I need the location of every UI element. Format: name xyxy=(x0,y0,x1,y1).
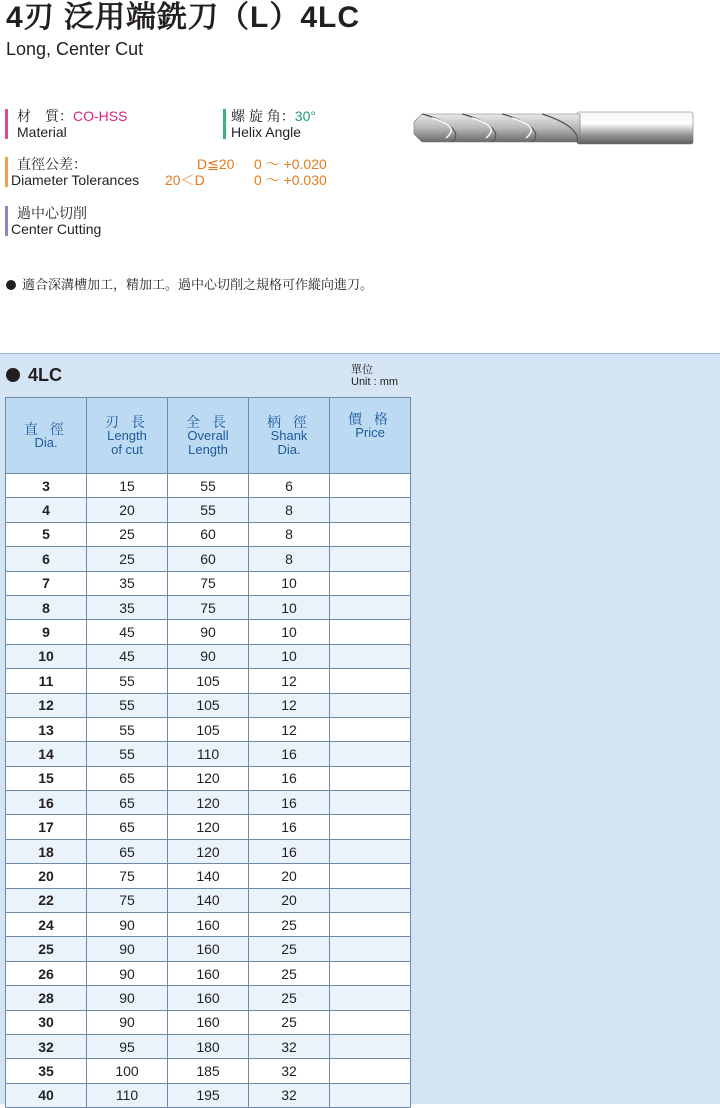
cell-diameter: 32 xyxy=(6,1034,87,1058)
cell-diameter: 8 xyxy=(6,595,87,619)
cell-price xyxy=(330,474,411,498)
cell-price xyxy=(330,815,411,839)
cell-diameter: 11 xyxy=(6,669,87,693)
table-row xyxy=(6,522,411,546)
cell-shank-dia: 32 xyxy=(249,1083,330,1107)
cell-diameter: 13 xyxy=(6,717,87,741)
helix-label-en: Helix Angle xyxy=(231,124,302,140)
cell-price xyxy=(330,644,411,668)
cell-length-of-cut: 25 xyxy=(87,547,168,571)
cell-price xyxy=(330,961,411,985)
cell-diameter: 4 xyxy=(6,498,87,522)
cell-length-of-cut: 90 xyxy=(87,961,168,985)
unit-label-zh: 單位 xyxy=(351,364,373,376)
table-row xyxy=(6,595,411,619)
spec-helix-angle xyxy=(223,108,403,140)
cell-overall-length: 105 xyxy=(168,717,249,741)
table-row xyxy=(6,644,411,668)
tolerance-range-1: 0 ～ +0.020 xyxy=(254,156,327,172)
header-shank-dia: 柄 徑 Shank Dia. xyxy=(249,398,330,474)
cell-length-of-cut: 65 xyxy=(87,815,168,839)
table-header-row xyxy=(6,398,411,474)
helix-value: 30° xyxy=(294,108,316,124)
cell-diameter: 30 xyxy=(6,1010,87,1034)
bullet-icon xyxy=(6,368,20,382)
table-row xyxy=(6,474,411,498)
table-row xyxy=(6,937,411,961)
cell-price xyxy=(330,791,411,815)
cell-length-of-cut: 65 xyxy=(87,766,168,790)
spec-center-cutting xyxy=(5,205,205,237)
header-length-of-cut: 刃 長 Length of cut xyxy=(87,398,168,474)
cell-overall-length: 120 xyxy=(168,766,249,790)
cell-diameter: 20 xyxy=(6,864,87,888)
table-row xyxy=(6,1083,411,1107)
cell-length-of-cut: 65 xyxy=(87,791,168,815)
material-value: CO-HSS xyxy=(73,108,128,124)
cell-diameter: 14 xyxy=(6,742,87,766)
table-row xyxy=(6,986,411,1010)
cell-price xyxy=(330,620,411,644)
page-subtitle: Long, Center Cut xyxy=(6,39,144,59)
cell-overall-length: 75 xyxy=(168,571,249,595)
cell-shank-dia: 10 xyxy=(249,595,330,619)
table-row xyxy=(6,498,411,522)
cell-length-of-cut: 90 xyxy=(87,986,168,1010)
cell-diameter: 26 xyxy=(6,961,87,985)
cell-shank-dia: 20 xyxy=(249,864,330,888)
cell-diameter: 9 xyxy=(6,620,87,644)
cell-length-of-cut: 25 xyxy=(87,522,168,546)
cell-price xyxy=(330,669,411,693)
cell-price xyxy=(330,1010,411,1034)
helix-color-bar xyxy=(223,109,226,139)
cell-length-of-cut: 75 xyxy=(87,864,168,888)
cell-shank-dia: 25 xyxy=(249,986,330,1010)
cell-diameter: 12 xyxy=(6,693,87,717)
cell-overall-length: 105 xyxy=(168,669,249,693)
table-row xyxy=(6,864,411,888)
cell-length-of-cut: 55 xyxy=(87,717,168,741)
cell-diameter: 15 xyxy=(6,766,87,790)
cell-overall-length: 75 xyxy=(168,595,249,619)
cell-price xyxy=(330,595,411,619)
material-label-en: Material xyxy=(17,124,67,140)
cell-shank-dia: 12 xyxy=(249,693,330,717)
cell-length-of-cut: 45 xyxy=(87,644,168,668)
cell-shank-dia: 16 xyxy=(249,791,330,815)
cell-length-of-cut: 90 xyxy=(87,913,168,937)
cell-length-of-cut: 55 xyxy=(87,669,168,693)
cell-overall-length: 160 xyxy=(168,986,249,1010)
table-row xyxy=(6,717,411,741)
cell-shank-dia: 12 xyxy=(249,669,330,693)
cell-length-of-cut: 15 xyxy=(87,474,168,498)
cell-overall-length: 160 xyxy=(168,1010,249,1034)
cell-overall-length: 195 xyxy=(168,1083,249,1107)
cell-price xyxy=(330,717,411,741)
table-row xyxy=(6,1059,411,1083)
table-row xyxy=(6,839,411,863)
cell-overall-length: 140 xyxy=(168,888,249,912)
table-row xyxy=(6,913,411,937)
center-color-bar xyxy=(5,206,8,236)
cell-shank-dia: 25 xyxy=(249,961,330,985)
cell-diameter: 24 xyxy=(6,913,87,937)
cell-price xyxy=(330,1034,411,1058)
unit-note xyxy=(351,364,398,388)
table-row xyxy=(6,669,411,693)
table-row xyxy=(6,791,411,815)
cell-shank-dia: 10 xyxy=(249,644,330,668)
cell-overall-length: 55 xyxy=(168,498,249,522)
usage-note-text: 適合深溝槽加工，精加工。過中心切削之規格可作縱向進刀。 xyxy=(22,277,374,292)
tolerance-cond-1: D≦20 xyxy=(197,156,235,172)
cell-overall-length: 120 xyxy=(168,839,249,863)
material-color-bar xyxy=(5,109,8,139)
cell-overall-length: 90 xyxy=(168,644,249,668)
cell-length-of-cut: 90 xyxy=(87,1010,168,1034)
cell-length-of-cut: 55 xyxy=(87,742,168,766)
header-overall-length: 全 長 Overall Length xyxy=(168,398,249,474)
tolerance-label-en: Diameter Tolerances xyxy=(11,172,140,188)
cell-price xyxy=(330,498,411,522)
cell-price xyxy=(330,937,411,961)
unit-value: : mm xyxy=(373,376,399,388)
cell-price xyxy=(330,1059,411,1083)
cell-shank-dia: 16 xyxy=(249,815,330,839)
cell-overall-length: 160 xyxy=(168,913,249,937)
cell-overall-length: 110 xyxy=(168,742,249,766)
tolerance-color-bar xyxy=(5,157,8,187)
cell-shank-dia: 10 xyxy=(249,571,330,595)
cell-diameter: 40 xyxy=(6,1083,87,1107)
cell-price xyxy=(330,547,411,571)
cell-shank-dia: 25 xyxy=(249,913,330,937)
table-row xyxy=(6,571,411,595)
table-row xyxy=(6,620,411,644)
table-row xyxy=(6,815,411,839)
cell-price xyxy=(330,693,411,717)
tolerance-range-2: 0 ～ +0.030 xyxy=(254,172,327,188)
cell-overall-length: 140 xyxy=(168,864,249,888)
table-row xyxy=(6,693,411,717)
end-mill-image xyxy=(412,108,697,150)
cell-price xyxy=(330,864,411,888)
table-body xyxy=(6,474,411,1108)
cell-shank-dia: 16 xyxy=(249,766,330,790)
cell-length-of-cut: 65 xyxy=(87,839,168,863)
table-row xyxy=(6,1034,411,1058)
section-title xyxy=(6,365,62,385)
cell-shank-dia: 25 xyxy=(249,937,330,961)
cell-overall-length: 90 xyxy=(168,620,249,644)
tolerance-cond-2: 20＜D xyxy=(165,172,205,188)
center-label-zh: 過中心切削 xyxy=(17,205,87,221)
cell-diameter: 22 xyxy=(6,888,87,912)
section-title-text: 4LC xyxy=(28,365,63,385)
header-diameter: 直 徑 Dia. xyxy=(6,398,87,474)
cell-diameter: 28 xyxy=(6,986,87,1010)
cell-length-of-cut: 45 xyxy=(87,620,168,644)
cell-diameter: 25 xyxy=(6,937,87,961)
cell-shank-dia: 8 xyxy=(249,547,330,571)
cell-diameter: 6 xyxy=(6,547,87,571)
cell-overall-length: 60 xyxy=(168,522,249,546)
cell-diameter: 18 xyxy=(6,839,87,863)
table-row xyxy=(6,547,411,571)
tolerance-label-zh: 直徑公差： xyxy=(17,156,87,172)
unit-label-en: Unit xyxy=(351,376,371,388)
cell-length-of-cut: 110 xyxy=(87,1083,168,1107)
spec-material xyxy=(5,108,205,140)
cell-price xyxy=(330,742,411,766)
bullet-icon xyxy=(6,280,16,290)
cell-diameter: 10 xyxy=(6,644,87,668)
cell-overall-length: 120 xyxy=(168,791,249,815)
cell-price xyxy=(330,766,411,790)
cell-shank-dia: 16 xyxy=(249,742,330,766)
cell-shank-dia: 10 xyxy=(249,620,330,644)
cell-diameter: 16 xyxy=(6,791,87,815)
cell-diameter: 7 xyxy=(6,571,87,595)
cell-diameter: 17 xyxy=(6,815,87,839)
cell-overall-length: 160 xyxy=(168,937,249,961)
cell-length-of-cut: 100 xyxy=(87,1059,168,1083)
cell-shank-dia: 12 xyxy=(249,717,330,741)
cell-length-of-cut: 35 xyxy=(87,595,168,619)
table-row xyxy=(6,1010,411,1034)
cell-overall-length: 160 xyxy=(168,961,249,985)
cell-overall-length: 105 xyxy=(168,693,249,717)
helix-label-zh: 螺 旋 角： xyxy=(231,108,295,124)
cell-price xyxy=(330,839,411,863)
cell-price xyxy=(330,913,411,937)
cell-price xyxy=(330,522,411,546)
cell-length-of-cut: 95 xyxy=(87,1034,168,1058)
cell-shank-dia: 16 xyxy=(249,839,330,863)
material-label-zh: 材 質： xyxy=(17,108,73,124)
cell-length-of-cut: 55 xyxy=(87,693,168,717)
cell-length-of-cut: 35 xyxy=(87,571,168,595)
cell-price xyxy=(330,1083,411,1107)
cell-shank-dia: 6 xyxy=(249,474,330,498)
cell-diameter: 5 xyxy=(6,522,87,546)
center-label-en: Center Cutting xyxy=(11,221,102,237)
cell-shank-dia: 8 xyxy=(249,498,330,522)
cell-overall-length: 55 xyxy=(168,474,249,498)
specification-table xyxy=(5,397,411,1108)
cell-price xyxy=(330,986,411,1010)
cell-shank-dia: 25 xyxy=(249,1010,330,1034)
cell-overall-length: 60 xyxy=(168,547,249,571)
page-title: 4刃 泛用端銑刀（L）4LC xyxy=(6,1,361,34)
cell-price xyxy=(330,888,411,912)
cell-overall-length: 120 xyxy=(168,815,249,839)
table-row xyxy=(6,766,411,790)
cell-length-of-cut: 90 xyxy=(87,937,168,961)
cell-shank-dia: 32 xyxy=(249,1059,330,1083)
cell-price xyxy=(330,571,411,595)
table-row xyxy=(6,742,411,766)
table-row xyxy=(6,961,411,985)
usage-note xyxy=(6,277,373,293)
cell-shank-dia: 20 xyxy=(249,888,330,912)
cell-diameter: 3 xyxy=(6,474,87,498)
cell-diameter: 35 xyxy=(6,1059,87,1083)
cell-shank-dia: 8 xyxy=(249,522,330,546)
cell-overall-length: 180 xyxy=(168,1034,249,1058)
cell-shank-dia: 32 xyxy=(249,1034,330,1058)
spec-diameter-tolerance xyxy=(5,156,345,188)
cell-overall-length: 185 xyxy=(168,1059,249,1083)
cell-length-of-cut: 20 xyxy=(87,498,168,522)
table-row xyxy=(6,888,411,912)
header-price: 價 格 Price xyxy=(330,398,411,474)
cell-length-of-cut: 75 xyxy=(87,888,168,912)
